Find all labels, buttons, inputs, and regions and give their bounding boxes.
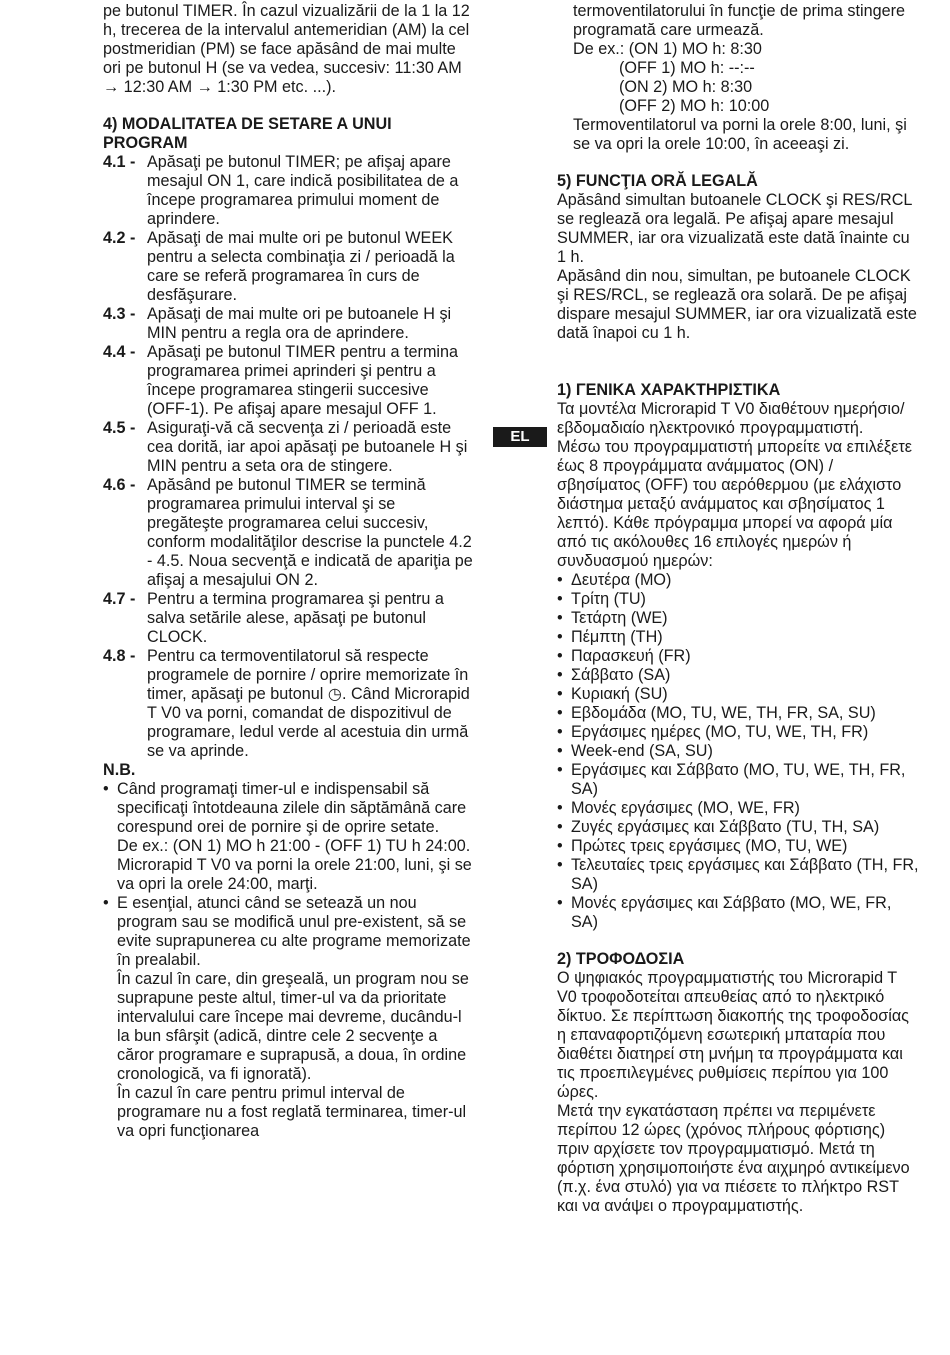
step-item [103,305,475,343]
step-text: Apăsaţi pe butonul TIMER; pe afişaj apare mesajul ON 1, care indică posibilitatea de a începe programarea primului moment de aprindere. [147,153,459,228]
step-item [103,343,475,419]
day-option-text: Τρίτη (TU) [571,590,646,608]
day-option-text: Πρώτες τρεις εργάσιμες (MO, TU, WE) [571,837,848,855]
step-item [103,419,475,476]
bullet-icon: • [557,628,563,646]
bullet-icon: • [557,723,563,741]
el-section2-paragraph: Ο ψηφιακός προγραμματιστής του Microrapid T V0 τροφοδοτείται απευθείας από το ηλεκτρικό δίκτυο. Σε περίπτωση διακοπής της τροφοδοσίας η επαναφορτιζόμενη εσωτερική μπαταρία που διαθέτει διατηρεί στη μνήμη τα προγράμματα και τις προεπιλεγμένες ρυθμίσεις περίπου για 100 ώρες. [557,969,909,1101]
intro-paragraph: pe butonul TIMER. În cazul vizualizării de la 1 la 12 h, trecerea de la intervalul antemeridian (AM) la cel postmeridian (PM) se face apăsând de mai multe ori pe butonul H (se va vedea, succesiv: 11:30 AM → 12:30 AM → 1:30 PM etc. ...). [103,2,470,96]
day-option-item [557,761,919,799]
section4-heading: 4) MODALITATEA DE SETARE A UNUI PROGRAM [103,115,392,152]
bullet-icon: • [103,894,109,912]
bullet-icon: • [557,609,563,627]
day-option-item [557,742,919,761]
nb-text: E esenţial, atunci când se setează un nou program sau se modifică unul pre-existent, să se evite suprapunerea cu alte programe memorizate în prealabil. [117,894,471,969]
day-option-text: Εργάσιμες ημέρες (MO, TU, WE, TH, FR) [571,723,869,741]
bullet-icon: • [557,799,563,817]
day-option-item [557,818,919,837]
day-option-text: Πέμπτη (TH) [571,628,663,646]
day-option-text: Κυριακή (SU) [571,685,668,703]
bullet-icon: • [557,571,563,589]
step-number: 4.4 - [103,343,136,361]
section5-paragraph: Apăsând simultan butoanele CLOCK şi RES/RCL se reglează ora legală. Pe afişaj apare mesajul SUMMER, iar ora vizualizată este dată înainte cu 1 h. [557,191,912,266]
step-number: 4.3 - [103,305,136,323]
nb-item [103,780,475,837]
day-option-text: Ζυγές εργάσιμες και Σάββατο (TU, TH, SA) [571,818,880,836]
day-option-item [557,666,919,685]
left-column [103,2,475,1141]
step-number: 4.7 - [103,590,136,608]
nb-paragraph: În cazul în care, din greşeală, un program nou se suprapune peste altul, timer-ul va da prioritate intervalului care începe mai devreme, ducându-l la bun sfârşit (adică, dintre cele 2 secvenţe a căror programare e suprapusă, a doua, în ordine cronologică, va fi ignorată). [117,970,469,1083]
day-option-item [557,856,919,894]
day-option-text: Εβδομάδα (MO, TU, WE, TH, FR, SA, SU) [571,704,876,722]
day-option-item [557,894,919,932]
day-option-item [557,647,919,666]
step-text: Asiguraţi-vă că secvenţa zi / perioadă este cea dorită, iar apoi apăsaţi pe butoanele H şi MIN pentru a seta ora de stingere. [147,419,468,475]
day-option-text: Σάββατο (SA) [571,666,671,684]
bullet-icon: • [557,666,563,684]
example-result: Termoventilatorul va porni la orele 8:00, luni, şi se va opri la orele 10:00, în aceeaşi zi. [573,116,907,153]
nb-paragraph: În cazul în care pentru primul interval de programare nu a fost reglată terminarea, timer-ul va opri funcţionarea [117,1084,467,1140]
steps-list [103,153,475,761]
day-option-text: Τελευταίες τρεις εργάσιμες και Σάββατο (TH, FR, SA) [571,856,919,893]
language-badge: EL [493,427,547,447]
day-option-text: Μονές εργάσιμες (MO, WE, FR) [571,799,800,817]
day-option-item [557,799,919,818]
step-number: 4.6 - [103,476,136,494]
step-item [103,647,475,761]
step-text: Apăsaţi pe butonul TIMER pentru a termina programarea primei aprinderi şi pentru a începe programarea stingerii succesive (OFF-1). Pe afişaj apare mesajul OFF 1. [147,343,459,418]
section5-heading: 5) FUNCŢIA ORĂ LEGALĂ [557,172,758,190]
day-option-item [557,685,919,704]
example-label: De ex.: (ON 1) MO h: 8:30 [573,40,762,58]
right-column [557,2,919,1216]
day-option-item [557,704,919,723]
step-text: Apăsaţi de mai multe ori pe butoanele H şi MIN pentru a regla ora de aprindere. [147,305,452,342]
step-number: 4.8 - [103,647,136,665]
step-item [103,590,475,647]
step-text: Apăsaţi de mai multe ori pe butonul WEEK pentru a selecta combinaţia zi / perioadă la care se referă programarea în curs de desfăşurare. [147,229,455,304]
day-option-item [557,723,919,742]
days-list [557,571,919,932]
day-option-text: Εργάσιμες και Σάββατο (MO, TU, WE, TH, FR, SA) [571,761,906,798]
bullet-icon: • [557,742,563,760]
day-option-item [557,571,919,590]
el-section1-paragraph: Τα μοντέλα Microrapid T V0 διαθέτουν ημερήσιο/εβδομαδιαίο ηλεκτρονικό προγραμματιστή. [557,400,905,437]
day-option-item [557,590,919,609]
step-text: Apăsând pe butonul TIMER se termină programarea primului interval şi se pregăteşte programarea celui succesiv, conform modalităţilor descrise la punctele 4.2 - 4.5. Noua secvenţă e indicată de apariţia pe afişaj a mesajului ON 2. [147,476,473,589]
day-option-text: Week-end (SA, SU) [571,742,713,760]
bullet-icon: • [557,894,563,912]
el-section1-heading: 1) ΓΕΝΙΚΑ ΧΑΡΑΚΤΗΡΙΣΤΙΚΑ [557,381,781,399]
bullet-icon: • [557,704,563,722]
bullet-icon: • [557,856,563,874]
day-option-text: Τετάρτη (WE) [571,609,668,627]
bullet-icon: • [557,590,563,608]
step-number: 4.5 - [103,419,136,437]
day-option-text: Μονές εργάσιμες και Σάββατο (MO, WE, FR, SA) [571,894,892,931]
bullet-icon: • [557,837,563,855]
day-option-item [557,609,919,628]
el-section2-heading: 2) ΤΡΟΦΟΔΟΣΙΑ [557,950,685,968]
el-section1-paragraph: Μέσω του προγραμματιστή μπορείτε να επιλέξετε έως 8 προγράμματα ανάμματος (ON) / σβησίματος (OFF) του αερόθερμου (με ελάχιστο διάστημα μεταξύ ανάμματος και σβησίματος 1 λεπτό). Κάθε πρόγραμμα μπορεί να αφορά μία από τις ακόλουθες 16 επιλογές ημερών ή συνδυασμού ημερών: [557,438,912,570]
example-line: (OFF 2) MO h: 10:00 [619,97,770,115]
day-option-item [557,628,919,647]
bullet-icon: • [103,780,109,798]
step-text: Pentru ca termoventilatorul să respecte programele de pornire / oprire memorizate în timer, apăsaţi pe butonul ◷. Când Microrapid T V0 va porni, comandat de dispozitivul de programare, ledul verde al acestuia din urmă se va aprinde. [147,647,470,760]
step-number: 4.2 - [103,229,136,247]
bullet-icon: • [557,818,563,836]
example-line: (OFF 1) MO h: --:-- [619,59,755,77]
step-item [103,229,475,305]
day-option-text: Δευτέρα (MO) [571,571,672,589]
section5-paragraph: Apăsând din nou, simultan, pe butoanele CLOCK şi RES/RCL, se reglează ora solară. De pe afişaj dispare mesajul SUMMER, iar ora vizualizată este dată înapoi cu 1 h. [557,267,917,342]
bullet-icon: • [557,685,563,703]
bullet-icon: • [557,761,563,779]
continuation-paragraph: termoventilatorului în funcţie de prima stingere programată care urmează. [573,2,906,39]
bullet-icon: • [557,647,563,665]
nb-example: De ex.: (ON 1) MO h 21:00 - (OFF 1) TU h 24:00. Microrapid T V0 va porni la orele 21:00, luni, şi se va opri la orele 24:00, marţi. [117,837,472,893]
step-number: 4.1 - [103,153,136,171]
nb-item [103,894,475,970]
el-section2-paragraph: Μετά την εγκατάσταση πρέπει να περιμένετε περίπου 12 ώρες (χρόνος πλήρους φόρτισης) πριν αρχίσετε τον προγραμματισμό. Μετά τη φόρτιση χρησιμοποιήστε ένα αιχμηρό αντικείμενο (π.χ. ένα στυλό) για να πιέσετε το πλήκτρο RST και να ανάψει ο προγραμματιστής. [557,1102,910,1215]
step-text: Pentru a termina programarea şi pentru a salva setările alese, apăsaţi pe butonul CLOCK. [147,590,444,646]
day-option-item [557,837,919,856]
day-option-text: Παρασκευή (FR) [571,647,691,665]
example-line: (ON 2) MO h: 8:30 [619,78,753,96]
nb-heading: N.B. [103,761,136,779]
step-item [103,476,475,590]
step-item [103,153,475,229]
nb-text: Când programaţi timer-ul e indispensabil să specificaţi întotdeauna zilele din săptămână care corespund orei de pornire şi de oprire setate. [117,780,467,836]
